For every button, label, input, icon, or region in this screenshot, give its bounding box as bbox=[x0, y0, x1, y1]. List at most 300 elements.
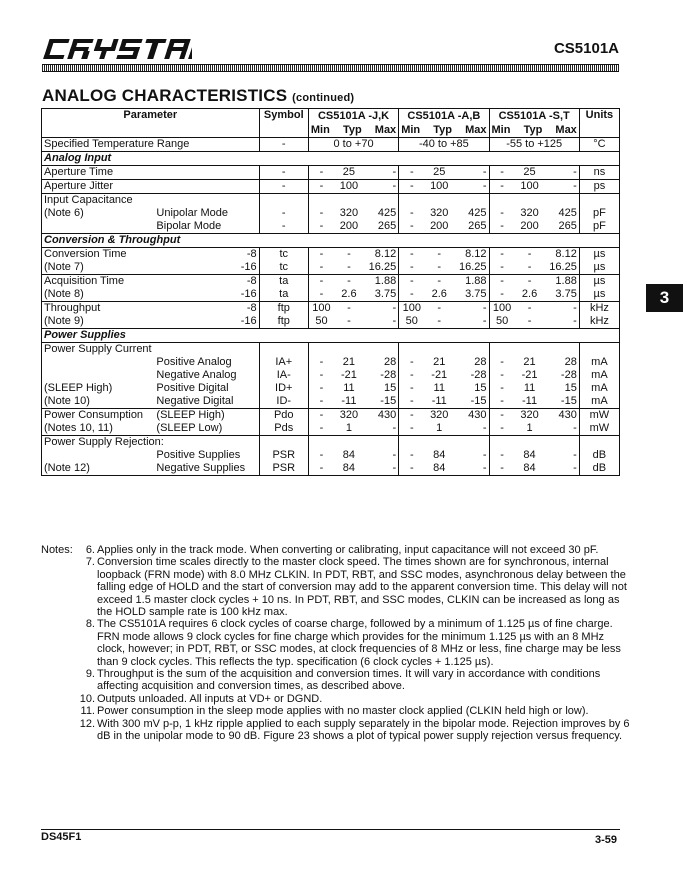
value-cell: - bbox=[424, 315, 454, 329]
table-cell: IA- bbox=[259, 369, 308, 382]
value-cell: -21 bbox=[431, 369, 448, 381]
param-condition: Unipolar Mode bbox=[154, 207, 259, 220]
brand-text: CRYSTAL bbox=[42, 38, 47, 39]
value-cell: 200 bbox=[515, 220, 545, 234]
value-cell: 11 bbox=[343, 382, 355, 394]
value-cell: 84 bbox=[523, 449, 536, 461]
value-cell: -21 bbox=[521, 369, 538, 381]
value-cell: 11 bbox=[433, 382, 445, 394]
value-cell: 320 bbox=[430, 207, 449, 219]
value-cell: 3.75 bbox=[544, 288, 579, 302]
table-cell bbox=[308, 194, 334, 208]
table-cell bbox=[544, 194, 579, 208]
value-cell: - bbox=[364, 315, 399, 329]
row-input-capacitance-b bbox=[42, 220, 620, 234]
value-cell: -15 bbox=[454, 395, 489, 409]
value-cell: 8.12 bbox=[454, 248, 489, 262]
value-cell: - bbox=[308, 422, 334, 436]
row-temperature bbox=[42, 138, 620, 152]
table-cell: - bbox=[259, 138, 308, 152]
table-cell bbox=[42, 220, 155, 234]
value-cell: 28 bbox=[454, 356, 489, 369]
param-condition: -16 bbox=[154, 288, 259, 302]
param-condition: -16 bbox=[154, 261, 259, 275]
row-throughput-b bbox=[42, 315, 620, 329]
param-label: Power Supply Current bbox=[42, 343, 260, 357]
value-cell: -15 bbox=[544, 395, 579, 409]
value-cell: 16.25 bbox=[544, 261, 579, 275]
row-input-capacitance-head bbox=[42, 194, 620, 208]
table-cell bbox=[399, 436, 425, 450]
param-label: Aperture Jitter bbox=[42, 180, 260, 194]
value-cell: - bbox=[489, 369, 515, 382]
table-cell: °C bbox=[579, 138, 619, 152]
page-title: ANALOG CHARACTERISTICS (continued) bbox=[42, 86, 355, 105]
value-cell: 320 bbox=[520, 207, 539, 219]
value-cell: - bbox=[437, 275, 442, 287]
table-cell: - bbox=[259, 220, 308, 234]
value-cell: - bbox=[489, 180, 515, 194]
value-cell: - bbox=[454, 315, 489, 329]
value-cell: 100 bbox=[424, 180, 454, 194]
table-cell: (SLEEP High) bbox=[42, 382, 155, 395]
table-cell: mA bbox=[579, 382, 619, 395]
table-cell: pF bbox=[579, 207, 619, 220]
value-cell: - bbox=[334, 261, 364, 275]
value-cell: - bbox=[489, 275, 515, 289]
table-cell bbox=[579, 343, 619, 357]
value-cell: 2.6 bbox=[334, 288, 364, 302]
value-cell: - bbox=[454, 449, 489, 462]
value-cell: - bbox=[527, 302, 532, 314]
symbol-cell: - bbox=[259, 166, 308, 180]
units-cell: dB bbox=[579, 449, 619, 462]
value-cell: - bbox=[399, 166, 425, 180]
value-cell: - bbox=[489, 207, 515, 220]
table-cell: pF bbox=[579, 220, 619, 234]
value-cell: 1 bbox=[424, 422, 454, 436]
param-label: Power Consumption bbox=[42, 409, 155, 423]
value-cell: - bbox=[489, 220, 515, 234]
value-cell: - bbox=[399, 261, 425, 275]
section-conversion-throughput bbox=[42, 234, 620, 248]
units-cell: mW bbox=[579, 422, 619, 436]
table-cell bbox=[454, 343, 489, 357]
value-cell: - bbox=[364, 422, 399, 436]
param-condition: Positive Supplies bbox=[154, 449, 259, 462]
table-cell: IA+ bbox=[259, 356, 308, 369]
value-cell: - bbox=[544, 166, 579, 180]
value-cell: - bbox=[454, 422, 489, 436]
value-cell: 430 bbox=[454, 409, 489, 423]
col-parameter: Parameter bbox=[42, 109, 260, 138]
value-cell: 21 bbox=[523, 356, 536, 368]
value-cell: 430 bbox=[364, 409, 399, 423]
section-tab: 3 bbox=[646, 284, 683, 312]
value-cell: 320 bbox=[339, 409, 359, 421]
row-input-capacitance-a bbox=[42, 207, 620, 220]
section-heading: Power Supplies bbox=[42, 329, 620, 343]
doc-id: DS45F1 bbox=[41, 831, 82, 843]
value-cell: - bbox=[544, 302, 579, 316]
value-cell: -11 bbox=[515, 395, 545, 409]
value-cell: - bbox=[489, 449, 515, 462]
symbol-cell: PSR bbox=[259, 449, 308, 462]
param-condition: Negative Digital bbox=[154, 395, 259, 409]
table-cell bbox=[259, 343, 308, 357]
row-power-supply-current bbox=[42, 356, 620, 369]
value-cell: - bbox=[515, 315, 545, 329]
units-cell: ps bbox=[579, 180, 619, 194]
value-cell: - bbox=[454, 180, 489, 194]
table-cell bbox=[399, 194, 425, 208]
value-cell: 1 bbox=[515, 422, 545, 436]
value-cell: 15 bbox=[454, 382, 489, 395]
value-cell: 16.25 bbox=[454, 261, 489, 275]
value-cell: - bbox=[308, 369, 334, 382]
param-label: Aperture Time bbox=[42, 166, 260, 180]
value-cell: 3.75 bbox=[454, 288, 489, 302]
table-cell bbox=[454, 194, 489, 208]
value-cell: -21 bbox=[340, 369, 357, 381]
value-cell: - bbox=[544, 422, 579, 436]
table-cell bbox=[334, 343, 364, 357]
value-cell: 84 bbox=[334, 462, 364, 476]
note-item: 7. Conversion time scales directly to the master clock speed. The times shown are for synchronous, internal loopback (FRN mode) with 8.0 MHz CLKIN. In PDT, RBT, and SSC modes, asynchronous delay between the falling edge of HOLD and the start of conversion may add to the apparent conversion time. This delay will not exceed 1.5 master clock cycles + 10 ns. In PDT, RBT, and SSC modes, CLKIN can be increased as long as the HOLD sample rate is 100 kHz max. bbox=[85, 556, 627, 619]
table-cell: ID+ bbox=[259, 382, 308, 395]
range-cell: -55 to +125 bbox=[489, 138, 579, 152]
value-cell: 25 bbox=[515, 166, 545, 180]
param-label: (Note 7) bbox=[42, 261, 155, 275]
value-cell: - bbox=[544, 449, 579, 462]
value-cell: - bbox=[308, 207, 334, 220]
param-condition: (SLEEP High) bbox=[154, 409, 259, 423]
value-cell: - bbox=[424, 261, 454, 275]
value-cell: 2.6 bbox=[424, 288, 454, 302]
param-label: Specified Temperature Range bbox=[42, 138, 260, 152]
value-cell: - bbox=[527, 275, 532, 287]
value-cell: 1.88 bbox=[454, 275, 489, 289]
table-cell bbox=[515, 436, 545, 450]
value-cell: 1.88 bbox=[364, 275, 399, 289]
value-cell: - bbox=[308, 261, 334, 275]
table-cell bbox=[579, 194, 619, 208]
param-label: (Note 8) bbox=[42, 288, 155, 302]
value-cell: 1 bbox=[334, 422, 364, 436]
value-cell: - bbox=[399, 180, 425, 194]
value-cell: - bbox=[308, 275, 334, 289]
value-cell: - bbox=[544, 462, 579, 476]
table-cell bbox=[515, 194, 545, 208]
table-cell: (Note 10) bbox=[42, 395, 155, 409]
value-cell: - bbox=[364, 180, 399, 194]
section-heading: Conversion & Throughput bbox=[42, 234, 620, 248]
units-cell: mW bbox=[579, 409, 619, 423]
param-condition: (SLEEP Low) bbox=[154, 422, 259, 436]
value-cell: 425 bbox=[364, 207, 399, 220]
table-cell bbox=[42, 369, 155, 382]
table-cell bbox=[42, 356, 155, 369]
value-cell: 8.12 bbox=[544, 248, 579, 262]
value-cell: - bbox=[399, 382, 425, 395]
param-label: (Notes 10, 11) bbox=[42, 422, 155, 436]
value-cell: -11 bbox=[424, 395, 454, 409]
units-cell: µs bbox=[579, 261, 619, 275]
param-label: Power Supply Rejection: bbox=[42, 436, 260, 450]
value-cell: - bbox=[308, 356, 334, 369]
table-header-row bbox=[42, 109, 620, 138]
value-cell: - bbox=[347, 302, 351, 314]
table-cell: (Note 6) bbox=[42, 207, 155, 220]
col-group-jk: CS5101A -J,K Min Typ Max bbox=[308, 109, 398, 138]
table-cell bbox=[334, 436, 364, 450]
value-cell: - bbox=[489, 382, 515, 395]
value-cell: - bbox=[399, 409, 425, 423]
symbol-cell: - bbox=[259, 180, 308, 194]
value-cell: 25 bbox=[334, 166, 364, 180]
param-label: Throughput bbox=[42, 302, 155, 316]
section-heading: Analog Input bbox=[42, 152, 620, 166]
note-item: 9. Throughput is the sum of the acquisition and conversion times. It will vary in accordance with conditions affecting acquisition and conversion times, as described above. bbox=[85, 668, 601, 693]
table-cell bbox=[454, 436, 489, 450]
value-cell: - bbox=[489, 395, 515, 409]
note-item: 12. With 300 mV p-p, 1 kHz ripple applied to each supply separately in the bipolar mode. Rejection improves by 6 dB in the unipolar mode to 90 dB. Figure 23 shows a plot of typical power supply rejection versus frequency. bbox=[79, 717, 630, 743]
page-number: 3-59 bbox=[594, 834, 617, 846]
value-cell: - bbox=[308, 395, 334, 409]
value-cell: 15 bbox=[544, 382, 579, 395]
table-cell: (Note 12) bbox=[42, 462, 155, 476]
value-cell: - bbox=[364, 462, 399, 476]
range-cell: -40 to +85 bbox=[399, 138, 489, 152]
units-cell: µs bbox=[579, 288, 619, 302]
col-group-ab: CS5101A -A,B Min Typ Max bbox=[399, 109, 489, 138]
value-cell: - bbox=[347, 248, 351, 260]
value-cell: - bbox=[334, 315, 364, 329]
value-cell: - bbox=[399, 395, 425, 409]
row-conversion-time-a bbox=[42, 248, 620, 262]
value-cell: -28 bbox=[544, 369, 579, 382]
value-cell: - bbox=[308, 449, 334, 462]
row-acquisition-time-a bbox=[42, 275, 620, 289]
value-cell: 1.88 bbox=[544, 275, 579, 289]
note-item: 6. Applies only in the track mode. When converting or calibrating, input capacitance will not exceed 30 pF. bbox=[85, 544, 599, 556]
part-number: CS5101A bbox=[553, 40, 619, 57]
value-cell: 320 bbox=[520, 409, 539, 421]
symbol-cell: tc bbox=[259, 248, 308, 262]
param-condition: -8 bbox=[154, 302, 259, 316]
row-power-supply-rejection-a bbox=[42, 449, 620, 462]
value-cell: 3.75 bbox=[364, 288, 399, 302]
table-cell: ID- bbox=[259, 395, 308, 409]
table-cell bbox=[364, 436, 399, 450]
value-cell: 265 bbox=[454, 220, 489, 234]
value-cell: 100 bbox=[308, 302, 334, 316]
value-cell: 84 bbox=[515, 462, 545, 476]
value-cell: - bbox=[399, 462, 425, 476]
value-cell: 50 bbox=[399, 315, 425, 329]
value-cell: 84 bbox=[342, 449, 356, 461]
value-cell: - bbox=[515, 261, 545, 275]
value-cell: - bbox=[308, 382, 334, 395]
param-label: Conversion Time bbox=[42, 248, 155, 262]
value-cell: - bbox=[364, 302, 399, 316]
value-cell: - bbox=[308, 248, 334, 262]
value-cell: - bbox=[347, 275, 351, 287]
col-units: Units bbox=[579, 109, 619, 138]
value-cell: - bbox=[489, 422, 515, 436]
value-cell: - bbox=[399, 248, 425, 262]
value-cell: - bbox=[544, 180, 579, 194]
value-cell: - bbox=[399, 275, 425, 289]
value-cell: - bbox=[399, 356, 425, 369]
param-condition: Positive Analog bbox=[154, 356, 259, 369]
table-cell bbox=[489, 194, 515, 208]
value-cell: 25 bbox=[424, 166, 454, 180]
row-aperture-jitter bbox=[42, 180, 620, 194]
value-cell: - bbox=[544, 315, 579, 329]
value-cell: 265 bbox=[364, 220, 399, 234]
range-cell: 0 to +70 bbox=[308, 138, 398, 152]
value-cell: 28 bbox=[544, 356, 579, 369]
notes-block bbox=[41, 544, 631, 743]
param-condition: -16 bbox=[154, 315, 259, 329]
value-cell: - bbox=[308, 462, 334, 476]
value-cell: 28 bbox=[364, 356, 399, 369]
value-cell: 100 bbox=[489, 302, 515, 316]
value-cell: 200 bbox=[424, 220, 454, 234]
table-cell bbox=[259, 436, 308, 450]
symbol-cell: ta bbox=[259, 288, 308, 302]
value-cell: - bbox=[489, 409, 515, 423]
table-cell bbox=[515, 343, 545, 357]
value-cell: - bbox=[308, 220, 334, 234]
symbol-cell: ftp bbox=[259, 302, 308, 316]
table-cell bbox=[364, 343, 399, 357]
value-cell: - bbox=[308, 409, 334, 423]
value-cell: -28 bbox=[454, 369, 489, 382]
value-cell: 100 bbox=[515, 180, 545, 194]
value-cell: 100 bbox=[399, 302, 425, 316]
table-cell bbox=[489, 343, 515, 357]
section-power-supplies bbox=[42, 329, 620, 343]
param-label: Input Capacitance bbox=[42, 194, 260, 208]
param-label: (Note 9) bbox=[42, 315, 155, 329]
value-cell: 8.12 bbox=[364, 248, 399, 262]
value-cell: - bbox=[489, 261, 515, 275]
value-cell: - bbox=[364, 449, 399, 462]
crystal-logo bbox=[42, 38, 192, 60]
value-cell: - bbox=[308, 166, 334, 180]
symbol-cell: Pdo bbox=[259, 409, 308, 423]
table-cell bbox=[399, 343, 425, 357]
table-cell: mA bbox=[579, 356, 619, 369]
table-cell bbox=[424, 436, 454, 450]
value-cell: - bbox=[399, 422, 425, 436]
note-item: 10. Outputs unloaded. All inputs at VD+ or DGND. bbox=[79, 692, 323, 705]
units-cell: kHz bbox=[579, 315, 619, 329]
table-cell: mA bbox=[579, 369, 619, 382]
note-item: 11. Power consumption in the sleep mode applies with no master clock applied (CLKIN held high or low). bbox=[80, 705, 589, 718]
value-cell: 425 bbox=[454, 207, 489, 220]
note-item: 8. The CS5101A requires 6 clock cycles of coarse charge, followed by a minimum of 1.125 µs of fine charge. FRN mode allows 9 clock cycles for fine charge which provides for the minimum 1.125 µs with an 8 MHz clock, however; in PDT, RBT, or SSC modes, at clock frequencies of 8 MHz or less, fine charge may be less than 9 clock cycles. This reflects the typ. specification (6 clock cycles + 1.125 µs). bbox=[85, 618, 621, 668]
value-cell: - bbox=[308, 180, 334, 194]
param-condition: Negative Analog bbox=[154, 369, 259, 382]
value-cell: 200 bbox=[334, 220, 364, 234]
table-cell bbox=[579, 436, 619, 450]
value-cell: - bbox=[437, 248, 442, 260]
value-cell: 84 bbox=[433, 449, 446, 461]
units-cell: kHz bbox=[579, 302, 619, 316]
row-acquisition-time-b bbox=[42, 288, 620, 302]
value-cell: - bbox=[489, 356, 515, 369]
symbol-cell: ftp bbox=[259, 315, 308, 329]
value-cell: 100 bbox=[334, 180, 364, 194]
value-cell: - bbox=[489, 462, 515, 476]
value-cell: 50 bbox=[489, 315, 515, 329]
value-cell: - bbox=[399, 449, 425, 462]
value-cell: - bbox=[454, 302, 489, 316]
value-cell: -11 bbox=[334, 395, 364, 409]
table-cell bbox=[42, 449, 155, 462]
row-throughput-a bbox=[42, 302, 620, 316]
notes-label: Notes: bbox=[41, 544, 73, 556]
footer-rule bbox=[41, 829, 620, 830]
row-power-consumption-a bbox=[42, 409, 620, 423]
table-cell bbox=[544, 343, 579, 357]
value-cell: - bbox=[454, 166, 489, 180]
header-rule bbox=[42, 64, 619, 72]
symbol-cell: ta bbox=[259, 275, 308, 289]
param-label: Acquisition Time bbox=[42, 275, 155, 289]
param-condition: Positive Digital bbox=[154, 382, 259, 395]
row-power-consumption-b bbox=[42, 422, 620, 436]
row-power-supply-current bbox=[42, 395, 620, 409]
col-symbol: Symbol bbox=[259, 109, 308, 138]
col-group-st: CS5101A -S,T Min Typ Max bbox=[489, 109, 579, 138]
value-cell: - bbox=[308, 288, 334, 302]
param-condition: Negative Supplies bbox=[154, 462, 259, 476]
row-power-supply-current-head bbox=[42, 343, 620, 357]
table-cell bbox=[308, 436, 334, 450]
value-cell: - bbox=[399, 288, 425, 302]
value-cell: 21 bbox=[342, 356, 356, 368]
value-cell: - bbox=[437, 302, 442, 314]
value-cell: - bbox=[489, 288, 515, 302]
value-cell: 2.6 bbox=[515, 288, 545, 302]
section-analog-input bbox=[42, 152, 620, 166]
value-cell: 11 bbox=[523, 382, 536, 394]
value-cell: 84 bbox=[424, 462, 454, 476]
page-title-suffix: (continued) bbox=[292, 92, 355, 104]
value-cell: 320 bbox=[430, 409, 449, 421]
table-cell: mA bbox=[579, 395, 619, 409]
units-cell: µs bbox=[579, 248, 619, 262]
value-cell: - bbox=[489, 166, 515, 180]
table-cell bbox=[364, 194, 399, 208]
value-cell: - bbox=[527, 248, 532, 260]
table-cell bbox=[544, 436, 579, 450]
table-cell bbox=[489, 436, 515, 450]
value-cell: - bbox=[399, 207, 425, 220]
value-cell: 50 bbox=[308, 315, 334, 329]
value-cell: - bbox=[399, 220, 425, 234]
value-cell: -15 bbox=[364, 395, 399, 409]
param-condition: Bipolar Mode bbox=[154, 220, 259, 234]
value-cell: - bbox=[489, 248, 515, 262]
param-condition: -8 bbox=[154, 275, 259, 289]
table-cell bbox=[334, 194, 364, 208]
table-cell bbox=[308, 343, 334, 357]
